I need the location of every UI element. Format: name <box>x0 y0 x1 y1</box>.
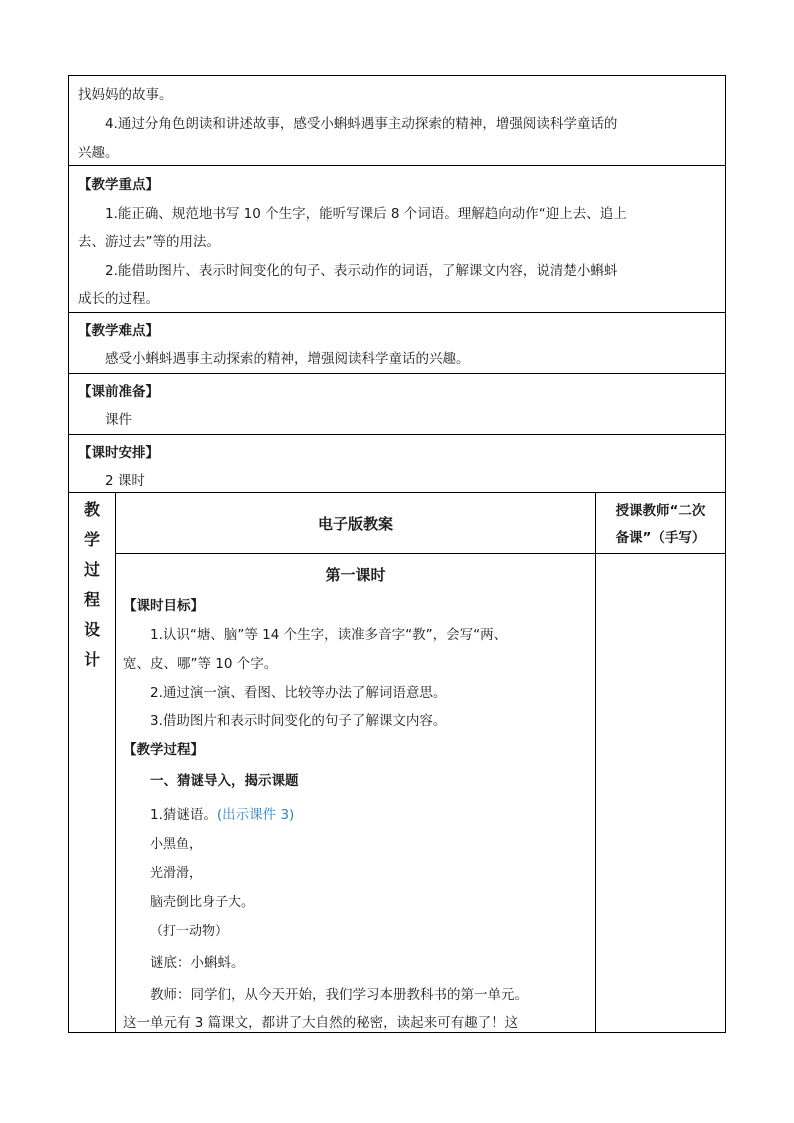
riddle-line: 脑壳倒比身子大。 <box>150 895 255 910</box>
riddle-line: （打一动物） <box>150 924 229 939</box>
riddle-answer: 谜底：小蝌蚪。 <box>150 955 245 971</box>
riddle-line: 小黑鱼， <box>150 837 203 852</box>
side-label-char: 程 <box>83 590 100 609</box>
side-label-char: 计 <box>83 650 100 669</box>
lesson-goals-header: 【课时目标】 <box>123 598 204 614</box>
side-label-char: 教 <box>83 500 100 519</box>
lesson-goal-1-line-2: 宽、皮、哪”等 10 个字。 <box>123 656 278 672</box>
schedule-text: 2 课时 <box>105 473 145 489</box>
key-points-header: 【教学重点】 <box>78 177 159 193</box>
preparation-text: 课件 <box>105 412 132 428</box>
teacher-speech-line-2: 这一单元有 3 篇课文，都讲了大自然的秘密，读起来可有趣了！这 <box>123 1015 519 1031</box>
row-divider <box>68 434 726 435</box>
row-divider <box>68 165 726 166</box>
teacher-column-header-line-1: 授课教师“二次 <box>615 503 706 519</box>
key-point-1-line-2: 去、游过去”等的用法。 <box>78 234 220 250</box>
courseware-note: (出示课件 3) <box>216 807 295 823</box>
key-point-2-line-1: 2.能借助图片、表示时间变化的句子、表示动作的词语，了解课文内容，说清楚小蝌蚪 <box>105 263 618 279</box>
preparation-header: 【课前准备】 <box>78 384 159 400</box>
teacher-speech-line-1: 教师：同学们，从今天开始，我们学习本册教科书的第一单元。 <box>150 987 528 1003</box>
step-1-label: 1.猜谜语。 <box>150 807 217 823</box>
lesson-goal-2: 2.通过演一演、看图、比较等办法了解词语意思。 <box>150 685 447 701</box>
intro-line: 找妈妈的故事。 <box>78 87 173 103</box>
row-divider <box>68 492 726 493</box>
row-divider <box>68 373 726 374</box>
column-divider <box>595 492 596 1033</box>
lesson-title: 第一课时 <box>325 566 386 584</box>
goal-4-line-2: 兴趣。 <box>78 145 119 161</box>
riddle-line: 光滑滑， <box>150 866 203 881</box>
lesson-goal-3: 3.借助图片和表示时间变化的句子了解课文内容。 <box>150 713 447 729</box>
lesson-goal-1-line-1: 1.认识“塘、脑”等 14 个生字，读准多音字“教”，会写“两、 <box>150 627 508 643</box>
row-divider <box>68 312 726 313</box>
teacher-column-header-line-2: 备课”（手写） <box>615 530 706 546</box>
step-1 <box>150 806 294 824</box>
key-point-2-line-2: 成长的过程。 <box>78 291 159 307</box>
table-border-left <box>68 75 69 1033</box>
teaching-process-header: 【教学过程】 <box>123 742 204 758</box>
table-border-top <box>68 75 726 76</box>
table-border-bottom <box>68 1032 726 1033</box>
side-label-char: 过 <box>83 560 100 579</box>
table-border-right <box>725 75 726 1033</box>
goal-4-line-1: 4.通过分角色朗读和讲述故事，感受小蝌蚪遇事主动探索的精神，增强阅读科学童话的 <box>105 116 618 132</box>
difficulties-text: 感受小蝌蚪遇事主动探索的精神，增强阅读科学童话的兴趣。 <box>105 351 470 367</box>
difficulties-header: 【教学难点】 <box>78 323 159 339</box>
side-label-char: 学 <box>83 530 100 549</box>
schedule-header: 【课时安排】 <box>78 445 159 461</box>
section-heading: 一、猜谜导入，揭示课题 <box>150 773 299 789</box>
side-label-char: 设 <box>83 620 100 639</box>
main-column-header: 电子版教案 <box>317 515 393 533</box>
key-point-1-line-1: 1.能正确、规范地书写 10 个生字，能听写课后 8 个词语。理解趋向动作“迎上去、追上 <box>105 206 627 222</box>
row-divider <box>115 553 726 554</box>
